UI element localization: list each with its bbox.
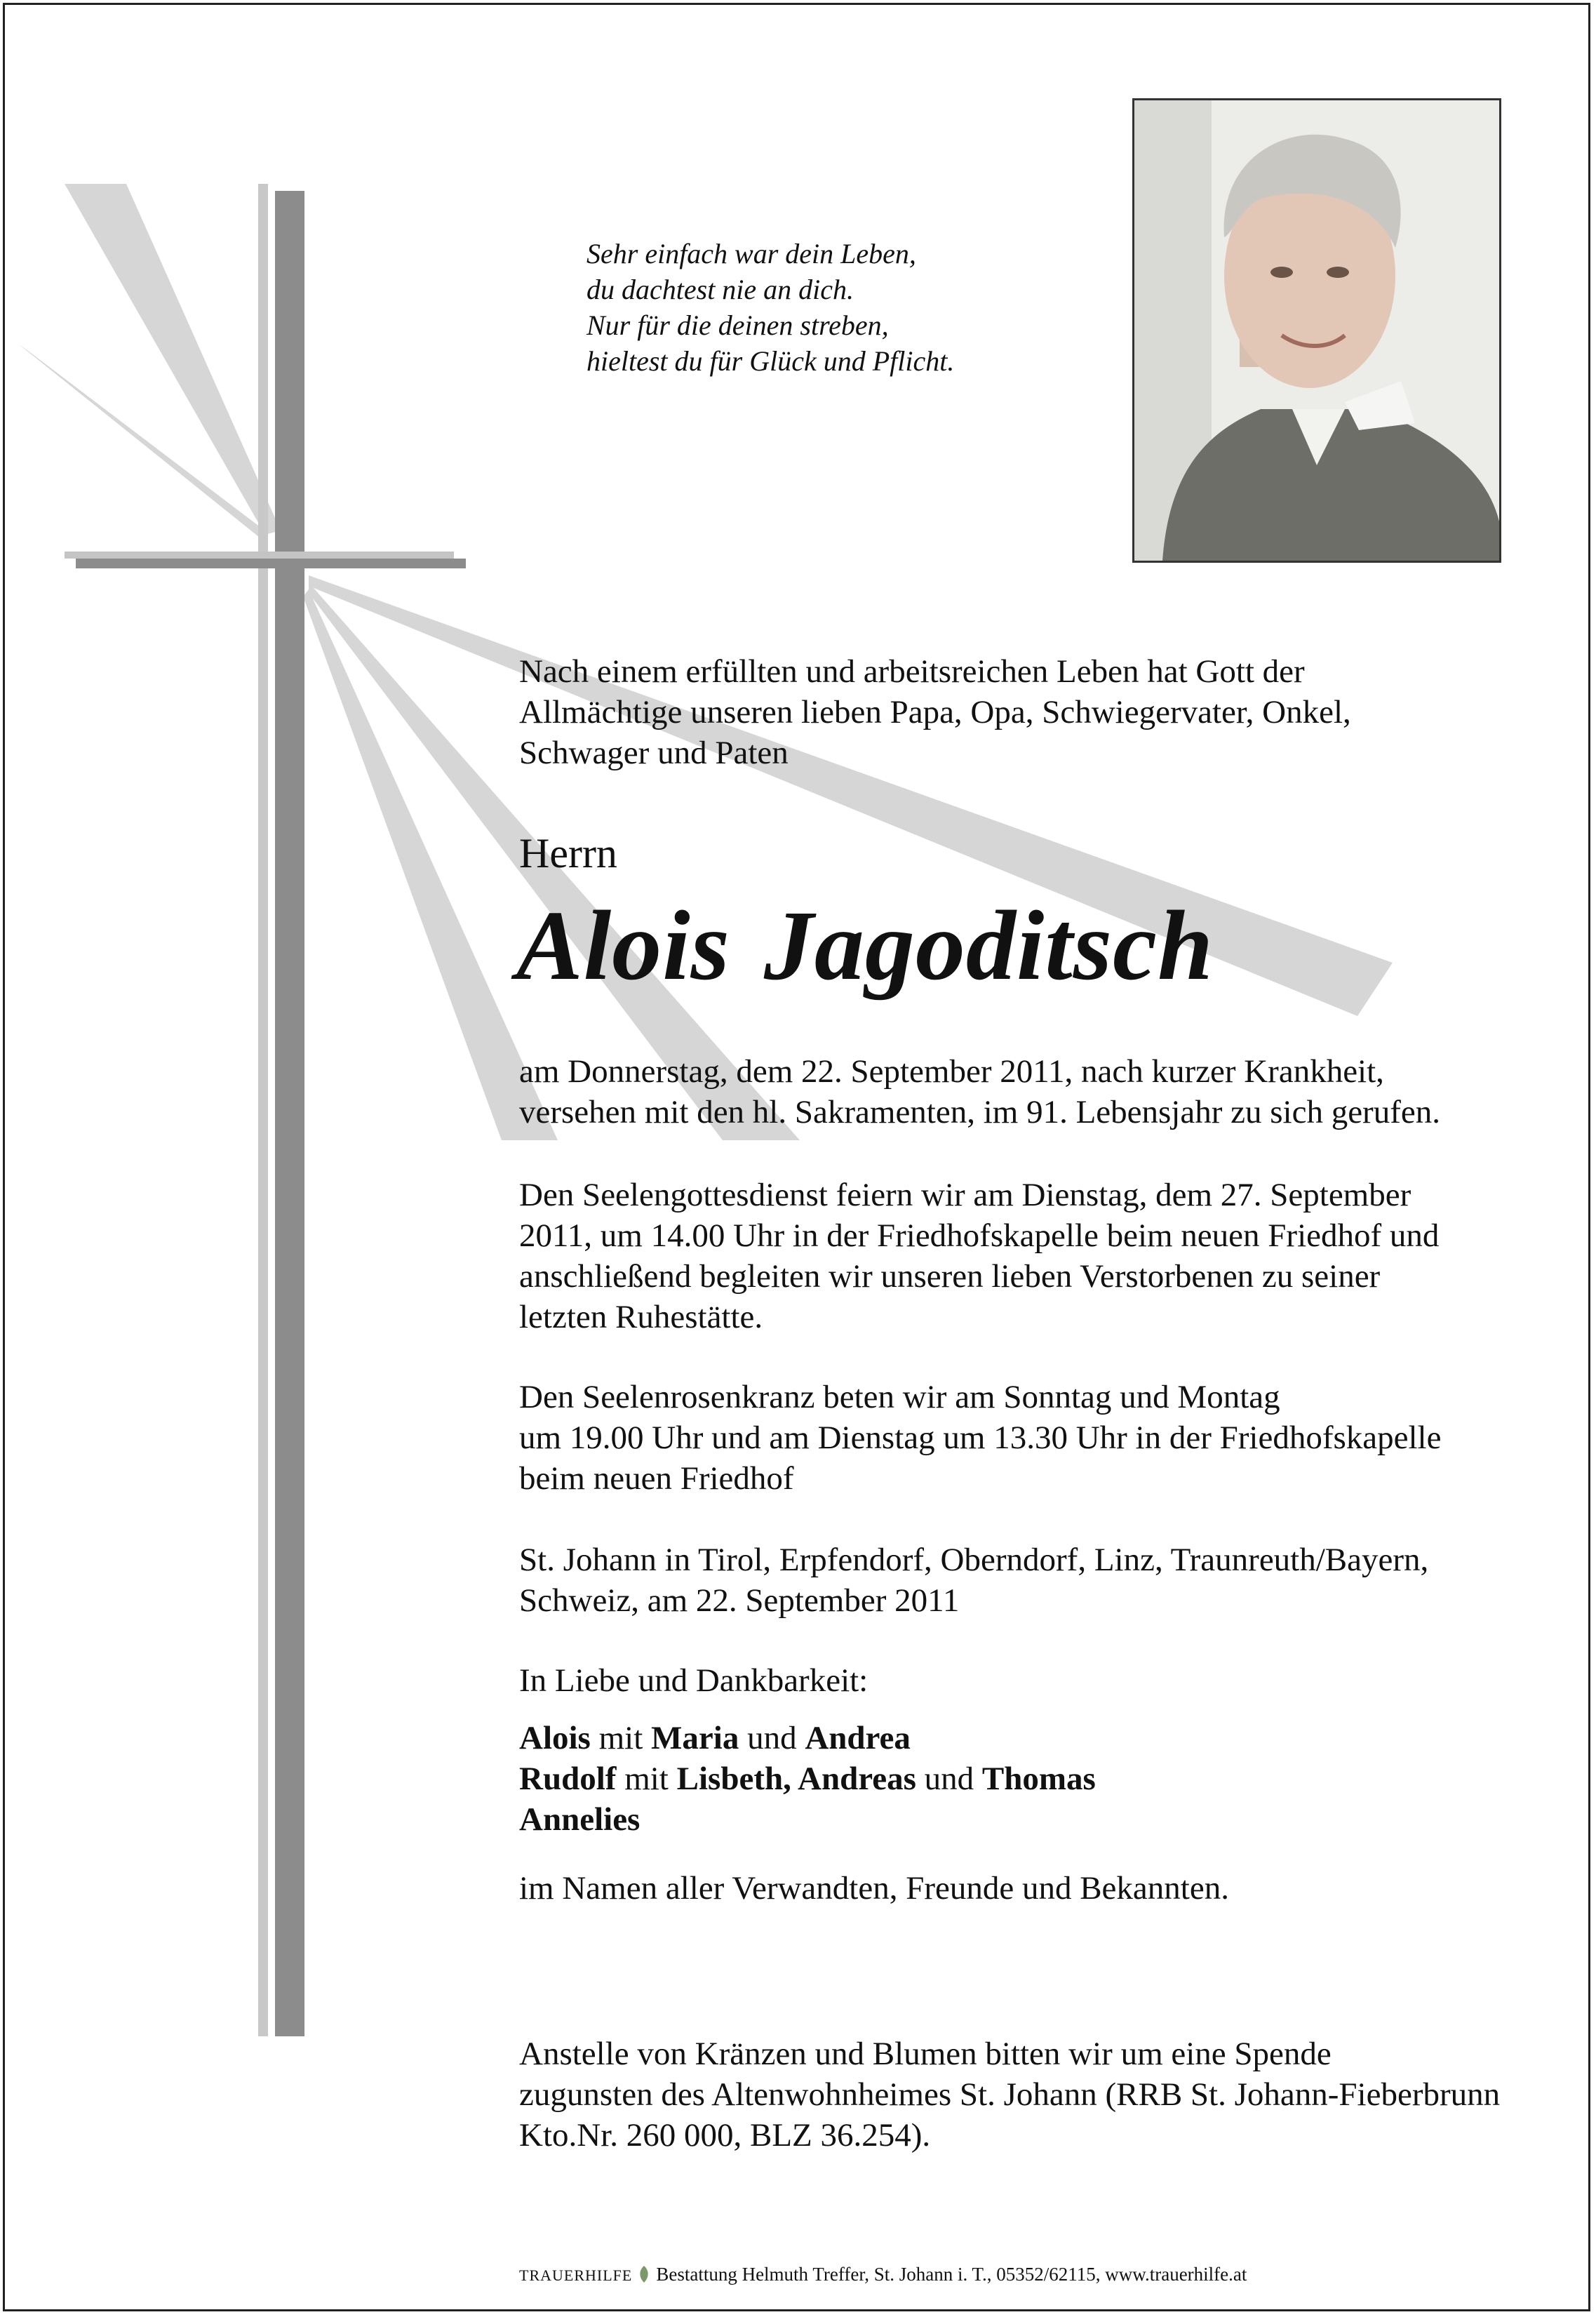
donation-request: Anstelle von Kränzen und Blumen bitten wir um eine Spende zugunsten des Altenwohnheimes St. Johann (RRB St. Johann-Fieberbrunn Kto.Nr. 260 000, BLZ 36.254). — [519, 2036, 1501, 2154]
deceased-name — [516, 888, 1214, 1003]
cross-horizontal-beam — [76, 559, 466, 568]
cross-vertical-beam-back — [258, 184, 268, 2036]
rosary-text: Den Seelenrosenkranz beten wir am Sonntag und Montag um 19.00 Uhr und am Dienstag um 13.30 Uhr in der Friedhofskapelle beim neuen Friedhof — [519, 1379, 1442, 1497]
family-line: Alois mit Maria und Andrea — [519, 1720, 911, 1756]
cross-horizontal-beam-back — [65, 552, 454, 559]
salutation: Herrn — [519, 830, 617, 876]
last-name: Jagoditsch — [763, 890, 1214, 1001]
first-name: Alois — [516, 890, 730, 1001]
leaf-icon — [636, 2265, 652, 2283]
family-line: Annelies — [519, 1801, 641, 1838]
place-and-date: St. Johann in Tirol, Erpfendorf, Oberndorf, Linz, Traunreuth/Bayern, Schweiz, am 22. September 2011 — [519, 1542, 1429, 1619]
intro-text: Nach einem erfüllten und arbeitsreichen Leben hat Gott der Allmächtige unseren lieben Papa, Opa, Schwiegervater, Onkel, Schwager und Paten — [519, 653, 1351, 771]
relatives-line: im Namen aller Verwandten, Freunde und Bekannten. — [519, 1870, 1229, 1907]
cross-vertical-beam — [275, 191, 304, 2036]
portrait-photo — [1132, 98, 1501, 563]
family-list — [519, 1718, 1096, 1840]
death-notice: am Donnerstag, dem 22. September 2011, nach kurzer Krankheit, versehen mit den hl. Sakramenten, im 91. Lebensjahr zu sich gerufen. — [519, 1053, 1440, 1130]
light-ray — [65, 184, 281, 535]
footer-contact: Bestattung Helmuth Treffer, St. Johann i. T., 05352/62115, www.trauerhilfe.at — [656, 2264, 1247, 2285]
gratitude-line: In Liebe und Dankbarkeit: — [519, 1662, 869, 1699]
footer-brand: TRAUERHILFE — [519, 2266, 633, 2284]
funeral-service-text: Den Seelengottesdienst feiern wir am Dienstag, dem 27. September 2011, um 14.00 Uhr in der Friedhofskapelle beim neuen Friedhof und anschließend begleiten wir unseren lieben Verstorbenen zu seiner letzten Ruhestätte. — [519, 1177, 1440, 1335]
family-line: Rudolf mit Lisbeth, Andreas und Thomas — [519, 1761, 1096, 1797]
footer — [519, 2264, 1247, 2285]
memorial-verse: Sehr einfach war dein Leben, du dachtest nie an dich. Nur für die deinen streben, hieltest du für Glück und Pflicht. — [586, 238, 955, 377]
